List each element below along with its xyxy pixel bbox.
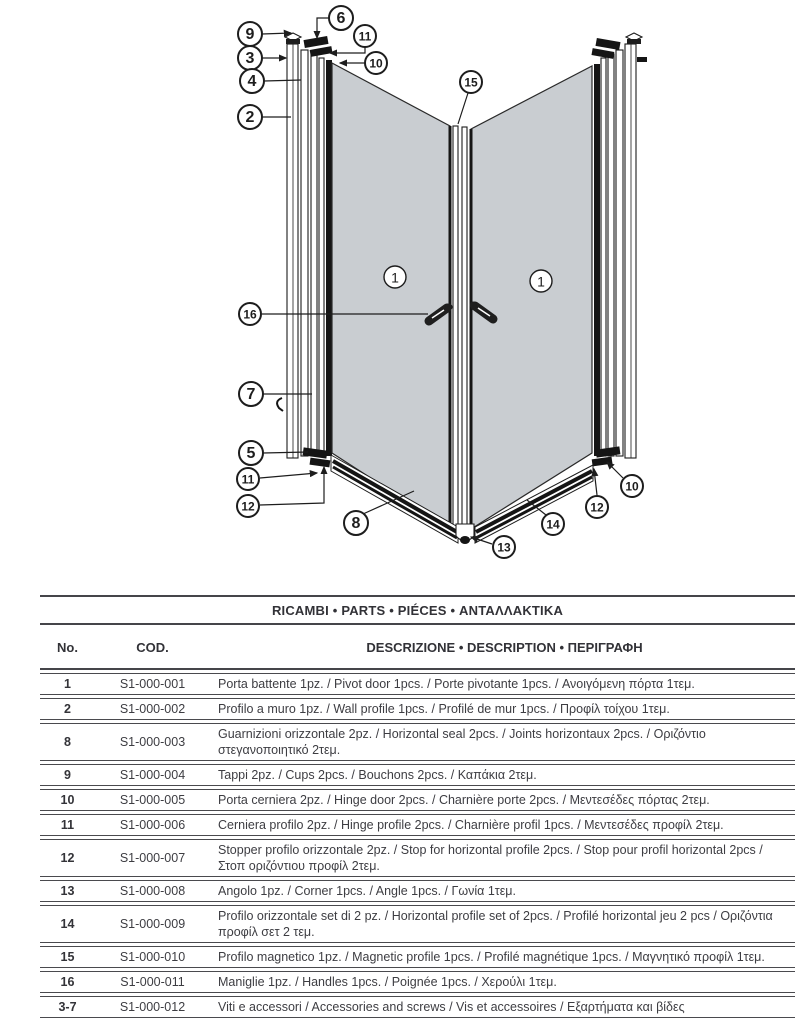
callout-number: 6 — [336, 10, 346, 27]
cell-desc: Tappi 2pz. / Cups 2pcs. / Bouchons 2pcs. / Καπάκια 2τεμ. — [218, 768, 537, 782]
cell-no: 16 — [60, 975, 75, 989]
magnetic-profiles — [453, 126, 467, 529]
table-row — [40, 698, 795, 720]
table-row — [40, 723, 795, 761]
callout-number: 2 — [245, 109, 255, 126]
col-header-no: No. — [57, 640, 78, 655]
right-door-glass — [471, 66, 592, 529]
cell-cod: S1-000-003 — [119, 735, 186, 749]
col-header-cod: COD. — [136, 640, 169, 655]
callout-number: 15 — [464, 75, 478, 90]
cell-cod: S1-000-010 — [119, 950, 186, 964]
callout-number: 13 — [497, 540, 511, 555]
cell-no: 13 — [60, 884, 75, 898]
table-row — [40, 946, 795, 968]
leader-line — [260, 473, 317, 478]
cell-no: 1 — [64, 677, 71, 691]
cell-cod: S1-000-008 — [119, 884, 186, 898]
cell-cod: S1-000-005 — [119, 793, 186, 807]
callout-13 — [471, 536, 515, 558]
cell-desc: Porta cerniera 2pz. / Hinge door 2pcs. / Charnière porte 2pcs. / Μεντεσέδες πόρτας 2τεμ. — [218, 793, 710, 807]
callout-number: 1 — [391, 269, 399, 286]
left-pivot-door — [332, 63, 450, 529]
table-row — [40, 971, 795, 993]
cell-desc: Angolo 1pz. / Corner 1pcs. / Angle 1pcs. / Γωνία 1τεμ. — [218, 884, 516, 898]
leader-line — [330, 47, 365, 53]
cell-desc: Guarnizioni orizzontale 2pz. / Horizontal seal 2pcs. / Joints horizontaux 2pcs. / Οριζόντιο στεγανοποιητικό 2τεμ. — [218, 727, 706, 757]
cell-no: 15 — [60, 950, 75, 964]
callout-number: 11 — [241, 472, 255, 487]
cell-no: 9 — [64, 768, 71, 782]
col-header-desc: DESCRIZIONE • DESCRIPTION • ΠΕΡΙΓΡΑΦΗ — [366, 640, 643, 655]
cell-no: 11 — [60, 818, 75, 832]
door-label-1 — [530, 270, 552, 292]
callout-11 — [237, 468, 317, 490]
callout-number: 10 — [369, 56, 383, 71]
cell-cod: S1-000-009 — [119, 917, 186, 931]
cell-no: 3-7 — [58, 1000, 77, 1014]
cell-no: 14 — [60, 917, 75, 931]
callout-number: 12 — [590, 500, 604, 515]
table-row — [40, 673, 795, 695]
callout-number: 9 — [245, 26, 255, 43]
callout-number: 7 — [246, 386, 256, 403]
cell-desc: Porta battente 1pz. / Pivot door 1pcs. / Porte pivotante 1pcs. / Ανοιγόμενη πόρτα 1τεμ. — [218, 677, 695, 691]
wall-profile-right — [591, 33, 647, 466]
callout-number: 12 — [241, 499, 255, 514]
table-row — [40, 789, 795, 811]
callout-number: 4 — [247, 73, 257, 90]
cell-desc: Profilo magnetico 1pz. / Magnetic profile 1pcs. / Profilé magnétique 1pcs. / Μαγνητικό προφίλ 1τεμ. — [218, 950, 765, 964]
leader-line — [317, 18, 330, 38]
callout-number: 10 — [625, 479, 639, 494]
callout-number: 14 — [546, 517, 560, 532]
cell-desc: Maniglie 1pz. / Handles 1pcs. / Poignée 1pcs. / Χερούλι 1τεμ. — [218, 975, 557, 989]
cell-no: 12 — [60, 851, 75, 865]
leader-line — [607, 462, 623, 478]
table-row — [40, 905, 795, 943]
callout-10 — [607, 462, 643, 497]
table-row — [40, 996, 795, 1018]
parts-rows — [40, 673, 795, 1018]
callout-number: 11 — [358, 29, 372, 44]
cell-cod: S1-000-011 — [120, 975, 185, 989]
parts-table-section — [40, 595, 795, 1018]
callout-number: 16 — [243, 307, 257, 322]
cell-cod: S1-000-007 — [119, 851, 186, 865]
parts-header-row — [40, 625, 795, 670]
cell-cod: S1-000-004 — [119, 768, 186, 782]
right-pivot-door — [471, 66, 592, 529]
callout-3 — [238, 46, 286, 70]
corner-piece — [456, 524, 474, 544]
cell-desc: Profilo a muro 1pz. / Wall profile 1pcs. / Profilé de mur 1pcs. / Προφίλ τοίχου 1τεμ. — [218, 702, 670, 716]
parts-title: RICAMBI • PARTS • PIÉCES • ΑΝΤΑΛΛΑΚΤΙΚΑ — [40, 595, 795, 625]
callout-15 — [458, 71, 482, 124]
table-row — [40, 839, 795, 877]
cell-no: 2 — [64, 702, 71, 716]
cell-desc: Viti e accessori / Accessories and screws / Vis et accessoires / Εξαρτήματα και βίδες — [218, 1000, 685, 1014]
cell-no: 10 — [60, 793, 75, 807]
callout-6 — [317, 6, 353, 38]
cell-desc: Profilo orizzontale set di 2 pz. / Horizontal profile set of 2pcs. / Profilé horizontal jeu 2 pcs / Οριζόντια προφίλ σετ 2 τεμ. — [218, 909, 773, 939]
cell-desc: Stopper profilo orizzontale 2pz. / Stop for horizontal profile 2pcs. / Stop pour profil horizontal 2pcs / Στοπ οριζόντιου προφίλ 2τεμ. — [218, 843, 763, 873]
wall-bracket-detail — [277, 398, 283, 411]
callout-number: 3 — [245, 50, 255, 67]
callout-number: 1 — [537, 273, 545, 290]
wall-profile-left — [277, 33, 332, 467]
callout-number: 8 — [351, 515, 361, 532]
callout-2 — [238, 105, 291, 129]
door-label-1 — [384, 266, 406, 288]
cell-cod: S1-000-002 — [119, 702, 186, 716]
cell-desc: Cerniera profilo 2pz. / Hinge profile 2pcs. / Charnière profil 1pcs. / Μεντεσέδες προφίλ 2τεμ. — [218, 818, 724, 832]
leader-line — [594, 469, 597, 495]
leader-line — [262, 33, 291, 34]
table-row — [40, 880, 795, 902]
cell-no: 8 — [64, 735, 71, 749]
leader-line — [458, 93, 468, 124]
callout-number: 5 — [246, 445, 256, 462]
left-door-glass — [332, 63, 450, 529]
cell-cod: S1-000-001 — [119, 677, 186, 691]
table-row — [40, 764, 795, 786]
callout-9 — [238, 22, 291, 46]
cell-cod: S1-000-006 — [119, 818, 186, 832]
table-row — [40, 814, 795, 836]
cell-cod: S1-000-012 — [119, 1000, 186, 1014]
